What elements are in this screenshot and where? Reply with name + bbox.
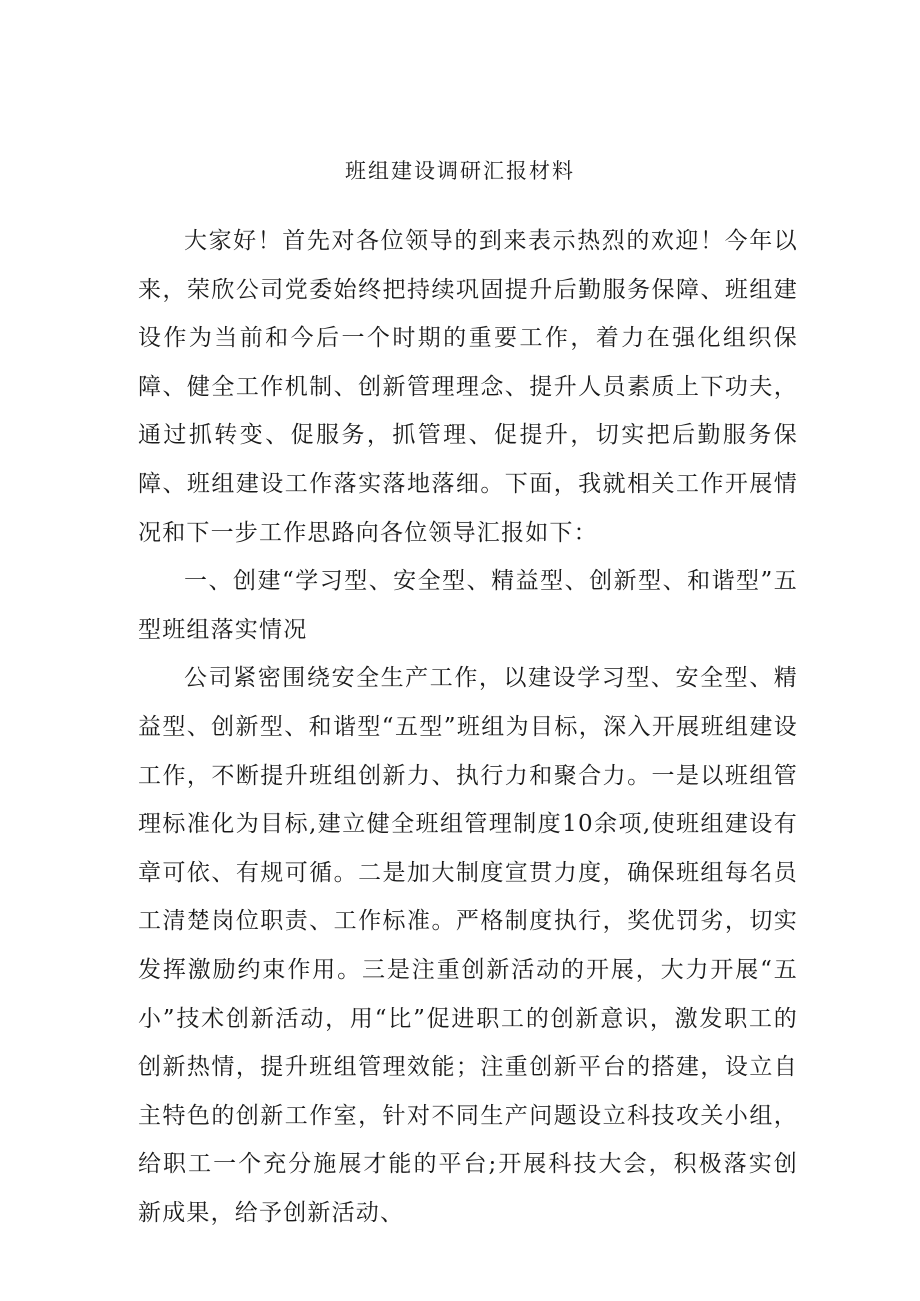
- paragraph-section-1: 公司紧密围绕安全生产工作，以建设学习型、安全型、精益型、创新型、和谐型“五型”班组为目标，深入开展班组建设工作，不断提升班组创新力、执行力和聚合力。一是以班组管理标准化为目标,建立健全班组管理制度10余项,使班组建设有章可依、有规可循。二是加大制度宣贯力度，确保班组每名员工清楚岗位职责、工作标准。严格制度执行，奖优罚劣，切实发挥激励约束作用。三是注重创新活动的开展，大力开展“五小”技术创新活动，用“比”促进职工的创新意识，激发职工的创新热情，提升班组管理效能；注重创新平台的搭建，设立自主特色的创新工作室，针对不同生产问题设立科技攻关小组，给职工一个充分施展才能的平台;开展科技大会，积极落实创新成果，给予创新活动、: [138, 665, 798, 1226]
- paragraph-greeting: 大家好！首先对各位领导的到来表示热烈的欢迎！今年以来，荣欣公司党委始终把持续巩固提升后勤服务保障、班组建设作为当前和今后一个时期的重要工作，着力在强化组织保障、健全工作机制、创新管理理念、提升人员素质上下功夫，通过抓转变、促服务，抓管理、促提升，切实把后勤服务保障、班组建设工作落实落地落细。下面，我就相关工作开展情况和下一步工作思路向各位领导汇报如下：: [138, 228, 798, 546]
- document-body: [138, 217, 798, 1237]
- section-heading-1: 一、创建“学习型、安全型、精益型、创新型、和谐型”五型班组落实情况: [138, 568, 798, 643]
- document-title: 班组建设调研汇报材料: [345, 159, 575, 183]
